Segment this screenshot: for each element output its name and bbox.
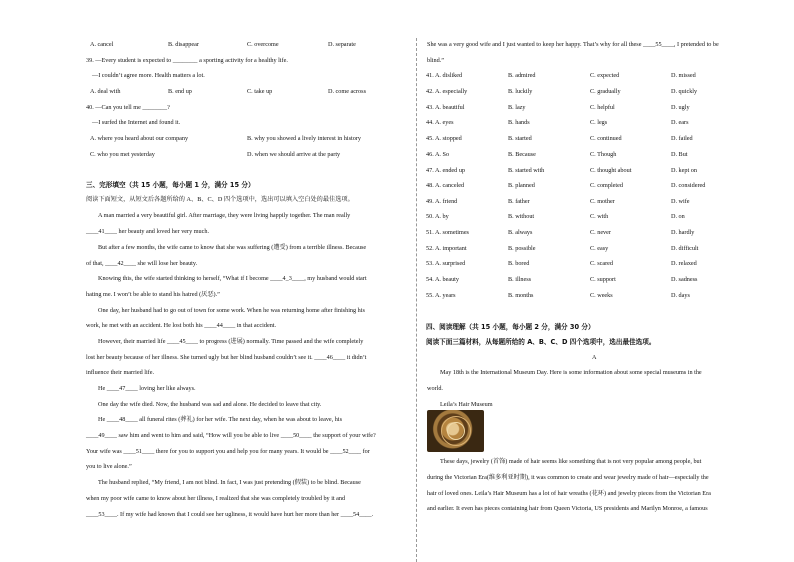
option: B. started with bbox=[508, 167, 545, 174]
body-line: during the Victorian Era(维多利亚时期), it was common to create and wear jewelry made of hair—especially the bbox=[427, 474, 709, 481]
option: D. sadness bbox=[671, 276, 698, 283]
passage-line: Knowing this, the wife started thinking to herself, “What if I become ____4_3____, my husband would start bbox=[98, 275, 367, 282]
passage-line: The husband replied, “My friend, I am not blind. In fact, I was just pretending (假装) to be blind. Because bbox=[98, 479, 361, 486]
passage-line: you to live alone.” bbox=[86, 463, 132, 470]
option: D. But bbox=[671, 151, 688, 158]
option: 46. A. So bbox=[426, 151, 450, 158]
option: C. thought about bbox=[590, 167, 632, 174]
section-4-instruction: 阅读下面三篇材料，从每题所给的 A、B、C、D 四个选项中，选出最佳选项。 bbox=[426, 338, 656, 346]
option: 54. A. beauty bbox=[426, 276, 459, 283]
option: 50. A. by bbox=[426, 213, 449, 220]
passage-line: lost her beauty because of her illness. She turned ugly but her blind husband couldn’t see it. ____46____ it didn’t bbox=[86, 354, 367, 361]
option: 44. A. eyes bbox=[426, 119, 454, 126]
section-3-instruction: 阅读下面短文，从短文后各题所给的 A、B、C、D 四个选项中，选出可以填入空白处的最佳选项。 bbox=[86, 196, 354, 203]
passage-line: Your wife was ____51____ there for you to support you and help you for many years. It would be ____52____ for bbox=[86, 448, 370, 455]
option: B. illness bbox=[508, 276, 532, 283]
passage-continuation: She was a very good wife and I just wanted to keep her happy. That’s why for all these ____55____, I pretended to be bbox=[427, 41, 719, 48]
option: D. ugly bbox=[671, 104, 690, 111]
option: B. father bbox=[508, 198, 530, 205]
passage-continuation: blind.” bbox=[427, 57, 445, 64]
option: C. continued bbox=[590, 135, 622, 142]
option: D. failed bbox=[671, 135, 693, 142]
option: D. kept on bbox=[671, 167, 697, 174]
passage-label: A bbox=[592, 354, 597, 361]
option: 43. A. beautiful bbox=[426, 104, 465, 111]
options-row-52 bbox=[420, 245, 794, 253]
section-4-title: 四、阅读理解（共 15 小题，每小题 2 分，满分 30 分） bbox=[426, 323, 595, 331]
option: D. difficult bbox=[671, 245, 699, 252]
passage-line: hating me. I won’t be able to stand his hatred (厌恶).” bbox=[86, 291, 220, 298]
options-row-55 bbox=[420, 292, 794, 300]
option: B. lazy bbox=[508, 104, 526, 111]
option: C. Though bbox=[590, 151, 617, 158]
option: 42. A. especially bbox=[426, 88, 468, 95]
option: B. luckily bbox=[508, 88, 533, 95]
option: C. expected bbox=[590, 72, 620, 79]
passage-line: However, their married life ____45____ to progress (进展) normally. Time passed and the wife completely bbox=[98, 338, 364, 345]
options-row-47 bbox=[420, 167, 794, 175]
passage-line: He ____48____ all funeral rites (葬礼) for her wife. The next day, when he was about to leave, his bbox=[98, 416, 342, 423]
option: C. take up bbox=[247, 88, 273, 95]
option: 49. A. friend bbox=[426, 198, 458, 205]
option: C. gradually bbox=[590, 88, 621, 95]
option: 48. A. canceled bbox=[426, 182, 465, 189]
option: C. never bbox=[590, 229, 611, 236]
option: D. come across bbox=[328, 88, 366, 95]
option: 55. A. years bbox=[426, 292, 456, 299]
option: D. separate bbox=[328, 41, 356, 48]
options-row-44 bbox=[420, 119, 794, 127]
passage-line: A man married a very beautiful girl. After marriage, they were living happily together. The man really bbox=[98, 212, 351, 219]
passage-line: of that, ____42____ she will lose her beauty. bbox=[86, 260, 198, 267]
option: D. days bbox=[671, 292, 690, 299]
option: B. why you showed a lively interest in history bbox=[247, 135, 361, 142]
passage-line: influence their married life. bbox=[86, 369, 155, 376]
option: A. cancel bbox=[90, 41, 114, 48]
option: B. months bbox=[508, 292, 534, 299]
option: D. ears bbox=[671, 119, 689, 126]
option: C. scared bbox=[590, 260, 614, 267]
options-row-41 bbox=[420, 72, 794, 80]
option: B. started bbox=[508, 135, 532, 142]
option: B. end up bbox=[168, 88, 192, 95]
q38-options bbox=[0, 41, 411, 49]
options-row-51 bbox=[420, 229, 794, 237]
body-line: hair of loved ones. Leila’s Hair Museum has a lot of hair wreaths (花环) and jewelry pieces from the Victorian Era bbox=[427, 490, 711, 497]
option: B. Because bbox=[508, 151, 536, 158]
passage-line: work, he met with an accident. He lost both his ____44____ in that accident. bbox=[86, 322, 277, 329]
options-row-45 bbox=[420, 135, 794, 143]
option: 52. A. important bbox=[426, 245, 467, 252]
column-divider bbox=[416, 38, 417, 562]
section-3-title: 三、完形填空（共 15 小题，每小题 1 分，满分 15 分） bbox=[86, 181, 255, 189]
option: D. on bbox=[671, 213, 685, 220]
options-row-42 bbox=[420, 88, 794, 96]
option: C. with bbox=[590, 213, 609, 220]
museum-title: Leila’s Hair Museum bbox=[440, 401, 493, 408]
option: B. planned bbox=[508, 182, 535, 189]
options-row-43 bbox=[420, 104, 794, 112]
option: C. weeks bbox=[590, 292, 613, 299]
option: 45. A. stopped bbox=[426, 135, 462, 142]
option: D. quickly bbox=[671, 88, 698, 95]
options-row-54 bbox=[420, 276, 794, 284]
body-line: These days, jewelry (首饰) made of hair seems like something that is not very popular among people, but bbox=[440, 458, 702, 465]
option: D. when we should arrive at the party bbox=[247, 151, 341, 158]
intro-line: May 18th is the International Museum Day. Here is some information about some special museums in the bbox=[440, 369, 702, 376]
passage-line: But after a few months, the wife came to know that she was suffering (遭受) from a terrible illness. Because bbox=[98, 244, 367, 251]
passage-line: One day, her husband had to go out of town for some work. When he was returning home after finishing his bbox=[98, 307, 365, 314]
passage-line: One day the wife died. Now, the husband was sad and alone. He decided to leave that city. bbox=[98, 401, 322, 408]
option: C. helpful bbox=[590, 104, 615, 111]
body-line: and earlier. It even has pieces containing hair from Queen Victoria, US presidents and Marilyn Monroe, a famous bbox=[427, 505, 708, 512]
intro-line: world. bbox=[427, 385, 443, 392]
passage-line: ____49____ saw him and went to him and said, “How will you be able to live ____50____ the support of your wife? bbox=[86, 432, 376, 439]
option: B. disappear bbox=[168, 41, 199, 48]
options-row-48 bbox=[420, 182, 794, 190]
option: A. deal with bbox=[90, 88, 121, 95]
option: B. bored bbox=[508, 260, 530, 267]
option: D. missed bbox=[671, 72, 696, 79]
option: C. who you met yesterday bbox=[90, 151, 155, 158]
passage-line: ____53____. If my wife had known that I could see her ugliness, it would have hurt her more than her ____54____. bbox=[86, 511, 374, 518]
option: C. legs bbox=[590, 119, 608, 126]
option: B. always bbox=[508, 229, 533, 236]
option: A. where you heard about our company bbox=[90, 135, 189, 142]
option: B. without bbox=[508, 213, 535, 220]
option: D. considered bbox=[671, 182, 706, 189]
q40-options-row2 bbox=[0, 151, 411, 159]
option: C. overcome bbox=[247, 41, 279, 48]
option: C. easy bbox=[590, 245, 609, 252]
passage-line: when my poor wife came to know about her illness, I realized that she was completely troubled by it and bbox=[86, 495, 346, 502]
options-row-50 bbox=[420, 213, 794, 221]
options-row-46 bbox=[420, 151, 794, 159]
option: B. possible bbox=[508, 245, 536, 252]
option: B. hands bbox=[508, 119, 530, 126]
q39-options bbox=[0, 88, 411, 96]
options-row-53 bbox=[420, 260, 794, 268]
q40-options-row1 bbox=[0, 135, 411, 143]
option: 51. A. sometimes bbox=[426, 229, 469, 236]
passage-line: He ____47____ loving her like always. bbox=[98, 385, 196, 392]
option: 47. A. ended up bbox=[426, 167, 466, 174]
option: 53. A. surprised bbox=[426, 260, 466, 267]
option: C. mother bbox=[590, 198, 615, 205]
options-row-49 bbox=[420, 198, 794, 206]
option: D. wife bbox=[671, 198, 690, 205]
question-39-reply: —I couldn’t agree more. Health matters a lot. bbox=[92, 72, 205, 79]
option: D. relaxed bbox=[671, 260, 697, 267]
passage-line: ____41____ her beauty and loved her very much. bbox=[86, 228, 210, 235]
hair-wreath-photo bbox=[427, 410, 484, 452]
option: B. admired bbox=[508, 72, 536, 79]
option: D. hardly bbox=[671, 229, 695, 236]
question-39: 39. —Every student is expected to ________ a sporting activity for a healthy life. bbox=[86, 57, 288, 64]
option: C. support bbox=[590, 276, 616, 283]
option: C. completed bbox=[590, 182, 623, 189]
question-40: 40. —Can you tell me ________? bbox=[86, 104, 170, 111]
option: 41. A. disliked bbox=[426, 72, 463, 79]
question-40-reply: —I surfed the Internet and found it. bbox=[92, 119, 181, 126]
